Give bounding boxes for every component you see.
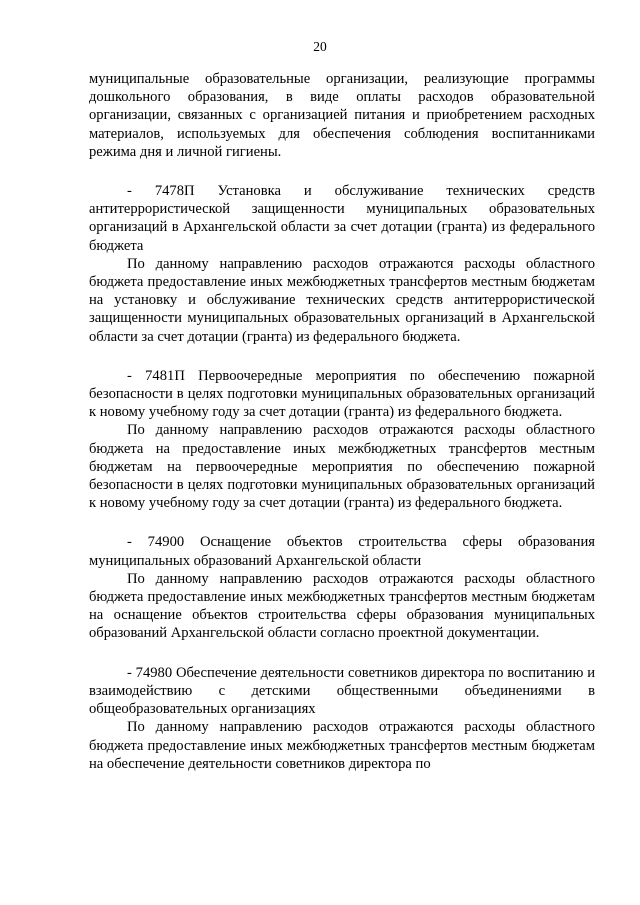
section-7478p <box>89 182 595 346</box>
section-body: По данному направлению расходов отражаются расходы областного бюджета предоставление иных межбюджетных трансфертов местным бюджетам на установку и обслуживание технических средств антитеррористической защищенности муниципальных образовательных организаций в Архангельской области за счет дотации (гранта) из федерального бюджета. <box>89 255 595 345</box>
section-spacer <box>89 512 595 533</box>
section-spacer <box>89 346 595 367</box>
page-number: 20 <box>313 39 327 54</box>
section-74900 <box>89 533 595 642</box>
section-body: По данному направлению расходов отражаются расходы областного бюджета предоставление иных межбюджетных трансфертов местным бюджетам на обеспечение деятельности советников директора по <box>89 719 595 772</box>
section-heading: - 7478П Установка и обслуживание технических средств антитеррористической защищенности муниципальных образовательных организаций в Архангельской области за счет дотации (гранта) из федерального бюджета <box>89 183 595 254</box>
section-spacer <box>89 161 595 182</box>
section-body: По данному направлению расходов отражаются расходы областного бюджета предоставление иных межбюджетных трансфертов местным бюджетам на оснащение объектов строительства сферы образования муниципальных образований Архангельской области согласно проектной документации. <box>89 570 595 642</box>
section-heading: - 7481П Первоочередные мероприятия по обеспечению пожарной безопасности в целях подготовки муниципальных образовательных организаций к новому учебному году за счет дотации (гранта) из федерального бюджета. <box>89 367 595 421</box>
intro-paragraph: муниципальные образовательные организации, реализующие программы дошкольного образования, в виде оплаты расходов образовательной организации, связанных с организацией питания и приобретением расходных материалов, используемых для обеспечения соблюдения воспитанниками режима дня и личной гигиены. <box>89 71 595 160</box>
section-spacer <box>89 643 595 664</box>
section-body: По данному направлению расходов отражаются расходы областного бюджета на предоставление иных межбюджетных трансфертов местным бюджетам на первоочередные мероприятия по обеспечению пожарной безопасности в целях подготовки муниципальных образовательных организаций к новому учебному году за счет дотации (гранта) из федерального бюджета. <box>89 422 595 512</box>
section-74980 <box>89 664 595 773</box>
section-heading: - 74900 Оснащение объектов строительства сферы образования муниципальных образований Архангельской области <box>89 534 595 569</box>
section-heading: - 74980 Обеспечение деятельности советников директора по воспитанию и взаимодействию с детскими общественными объединениями в общеобразовательных организациях <box>89 664 595 718</box>
section-7481p <box>89 367 595 513</box>
document-body <box>89 70 595 773</box>
